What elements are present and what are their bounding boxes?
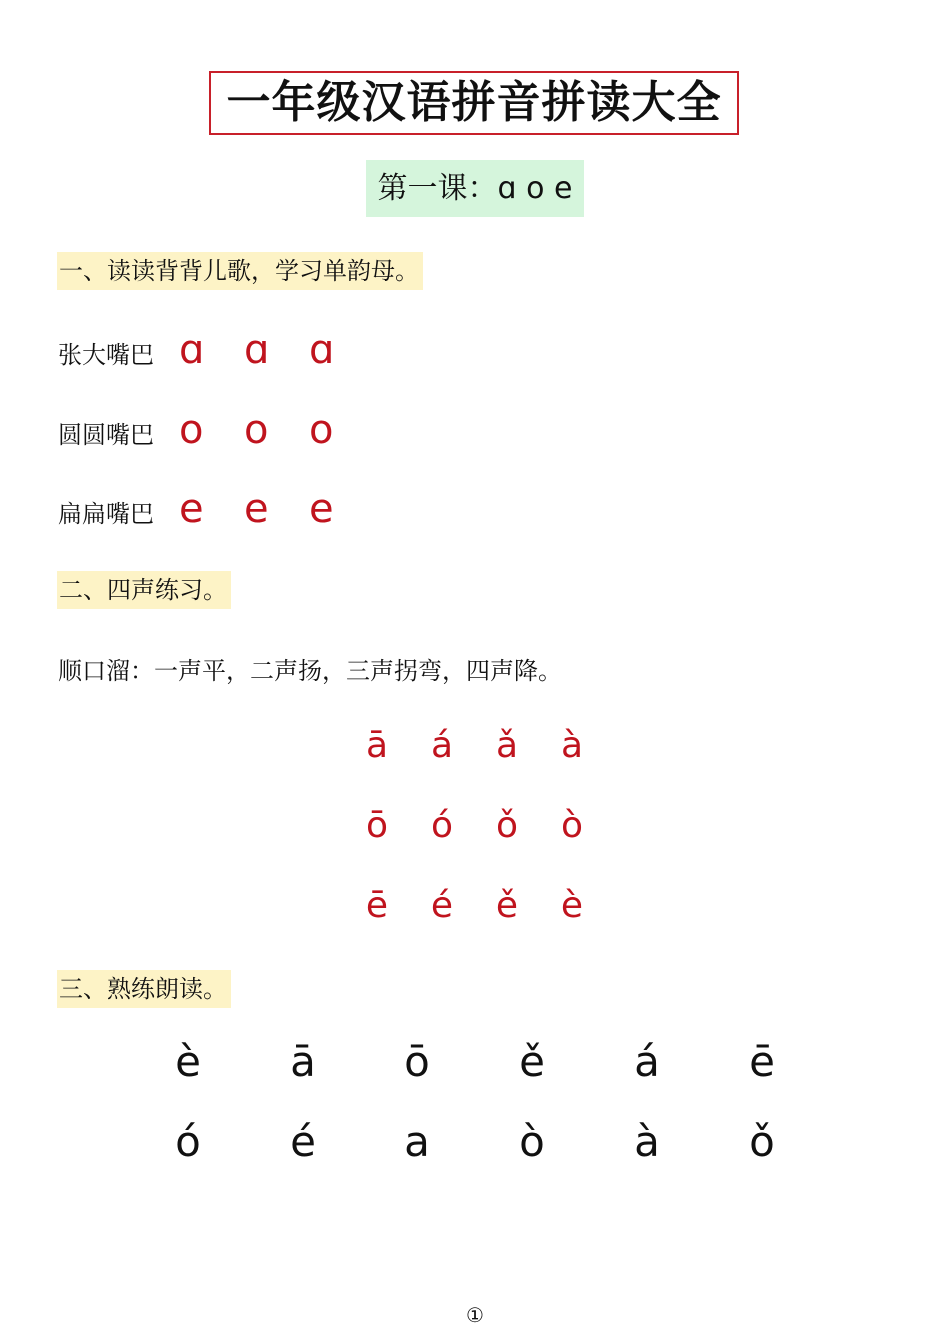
vowel-letter: ɑ [309,327,335,373]
reading-letter: ě [519,1037,545,1086]
reading-letter: è [175,1037,201,1086]
tone-letter: ò [560,805,584,846]
vowel-letter: ɑ [179,327,205,373]
reading-letter: á [634,1037,660,1086]
reading-letter: à [634,1117,660,1166]
page-number: ① [466,1303,484,1327]
tone-letter: ā [365,725,389,766]
tone-letter: ǎ [495,725,519,766]
section-heading-2: 二、四声练习。 [57,571,231,609]
tone-letter: ě [495,885,519,926]
vowel-letter: o [244,407,269,453]
section-heading-3: 三、熟练朗读。 [57,970,231,1008]
vowel-letter: e [309,486,334,532]
tone-letter: ō [365,805,389,846]
vowel-letter: ɑ [244,327,270,373]
reading-letter: ǒ [749,1117,775,1166]
reading-letter: a [404,1117,430,1166]
tone-letter: é [430,885,454,926]
tone-letter: ó [430,805,454,846]
vowel-row-label: 扁扁嘴巴 [58,500,154,528]
vowel-row-label: 圆圆嘴巴 [58,421,154,449]
reading-letter: ò [519,1117,545,1166]
tone-rhyme: 顺口溜：一声平，二声扬，三声拐弯，四声降。 [58,657,562,685]
tone-letter: à [560,725,584,766]
tone-letter: ǒ [495,805,519,846]
lesson-title: 第一课：ɑ o e [366,160,584,217]
page-title: 一年级汉语拼音拼读大全 [209,71,739,135]
reading-letter: ē [749,1037,775,1086]
section-heading-1: 一、读读背背儿歌，学习单韵母。 [57,252,423,290]
reading-letter: ó [175,1117,201,1166]
tone-letter: á [430,725,454,766]
vowel-letter: o [179,407,204,453]
reading-letter: é [290,1117,316,1166]
vowel-letter: e [244,486,269,532]
vowel-row-label: 张大嘴巴 [58,341,154,369]
reading-letter: ō [404,1037,430,1086]
vowel-letter: o [309,407,334,453]
tone-letter: è [560,885,584,926]
reading-letter: ā [290,1037,316,1086]
vowel-letter: e [179,486,204,532]
tone-letter: ē [365,885,389,926]
